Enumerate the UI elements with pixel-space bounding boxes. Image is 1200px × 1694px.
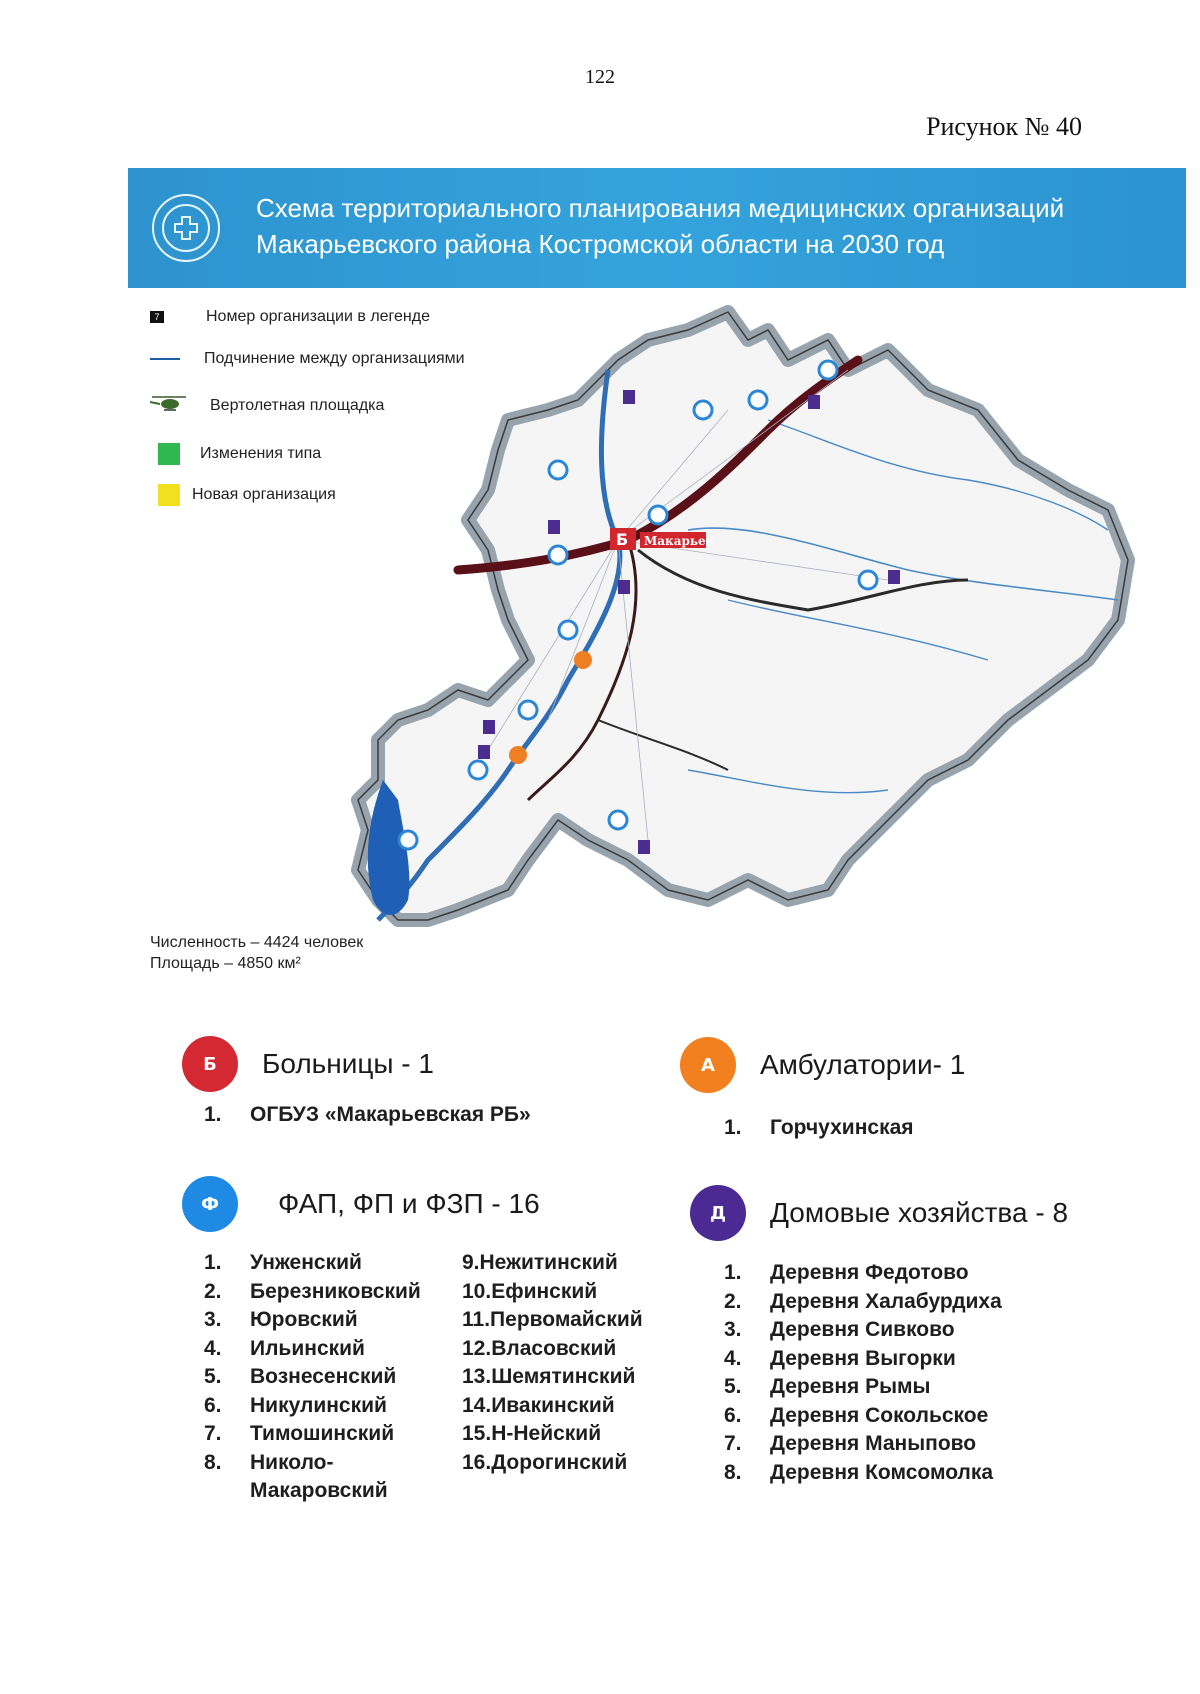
fap-list-col2 (462, 1249, 643, 1477)
area: Площадь – 4850 км² (150, 955, 301, 972)
new-org-swatch (158, 484, 180, 506)
legend-subordination (150, 350, 465, 368)
district-boundary (358, 312, 1128, 920)
list-item: 15.Н-Нейский (462, 1422, 602, 1445)
number-marker-icon: 7 (150, 311, 164, 323)
legend-type-change (158, 443, 321, 465)
list-item: 9.Нежитинский (462, 1251, 618, 1274)
households-list (724, 1259, 1002, 1487)
fap-title: ФАП, ФП и ФЗП - 16 (278, 1188, 540, 1219)
page-number: 122 (585, 66, 615, 88)
list-item: 4. Ильинский (204, 1336, 365, 1360)
figure-label: Рисунок № 40 (926, 112, 1082, 141)
banner-title-line2: Макарьевского района Костромской области на 2030 год (256, 229, 945, 259)
subordination-line-icon (150, 358, 180, 360)
list-item: 3. Юровский (204, 1308, 358, 1331)
legend-new-org (158, 484, 336, 506)
hospitals-title: Больницы - 1 (262, 1048, 434, 1079)
list-item: 7. Тимошинский (204, 1422, 395, 1445)
list-item-continuation: Макаровский (250, 1479, 388, 1502)
list-item: 1. Унженский (204, 1251, 362, 1274)
legend-type-change-label: Изменения типа (200, 445, 322, 462)
legend-helipad-label: Вертолетная площадка (210, 396, 385, 414)
ambulatories-heading (680, 1037, 965, 1093)
list-item: 1. Горчухинская (724, 1116, 914, 1139)
list-item: 8. Николо- (204, 1450, 334, 1474)
district-stats (150, 932, 363, 974)
type-change-swatch (158, 443, 180, 465)
fap-badge-icon: Ф (182, 1176, 238, 1232)
banner-title (256, 190, 1156, 262)
list-item: 12.Власовский (462, 1336, 617, 1360)
legend-subordination-label: Подчинение между организациями (204, 350, 465, 367)
legend-helipad (150, 394, 384, 417)
ambulatories-title: Амбулатории- 1 (760, 1049, 966, 1080)
hospitals-heading (182, 1036, 434, 1092)
list-item: 13.Шемятинский (462, 1365, 636, 1388)
household-badge-icon: Д (690, 1185, 746, 1241)
list-item: 16.Дорогинский (462, 1450, 628, 1474)
ambulatory-badge-icon: А (680, 1037, 736, 1093)
title-banner (128, 168, 1186, 288)
list-item: 8. Деревня Комсомолка (724, 1460, 994, 1484)
list-item: 14.Ивакинский (462, 1393, 615, 1417)
population: Численность – 4424 человек (150, 934, 364, 951)
map-city-label: Макарьев (644, 534, 715, 548)
households-heading (690, 1185, 1068, 1241)
district-map (128, 300, 1186, 980)
list-item: 2. Березниковский (204, 1279, 421, 1303)
list-item: 5. Деревня Рымы (724, 1375, 931, 1398)
legend-new-org-label: Новая организация (192, 486, 336, 503)
list-item: 5. Вознесенский (204, 1365, 397, 1388)
list-item: 6. Никулинский (204, 1393, 387, 1417)
list-item: 1. ОГБУЗ «Макарьевская РБ» (204, 1103, 531, 1126)
legend-number-marker (150, 308, 430, 326)
list-item: 10.Ефинский (462, 1279, 598, 1303)
list-item: 7. Деревня Маныпово (724, 1432, 977, 1455)
ambulatories-list (724, 1114, 914, 1143)
list-item: 11.Первомайский (462, 1308, 643, 1331)
fap-list-col1 (204, 1249, 421, 1506)
ambulatory-marker-2 (509, 746, 527, 764)
map-city-badge: Б (616, 530, 629, 549)
medical-cross-icon (152, 194, 220, 262)
list-item: 2. Деревня Халабурдиха (724, 1289, 1002, 1313)
banner-title-line1: Схема территориального планирования медицинских организаций (256, 193, 1065, 223)
hospitals-list (204, 1101, 531, 1130)
list-item: 1. Деревня Федотово (724, 1261, 969, 1284)
hospital-badge-icon: Б (182, 1036, 238, 1092)
list-item: 4. Деревня Выгорки (724, 1346, 956, 1370)
fap-heading (182, 1176, 540, 1232)
legend-number-marker-label: Номер организации в легенде (206, 308, 430, 325)
list-item: 6. Деревня Сокольское (724, 1403, 989, 1427)
households-title: Домовые хозяйства - 8 (770, 1197, 1069, 1228)
ambulatory-marker (574, 651, 592, 669)
helicopter-icon (150, 394, 190, 417)
list-item: 3. Деревня Сивково (724, 1318, 955, 1341)
